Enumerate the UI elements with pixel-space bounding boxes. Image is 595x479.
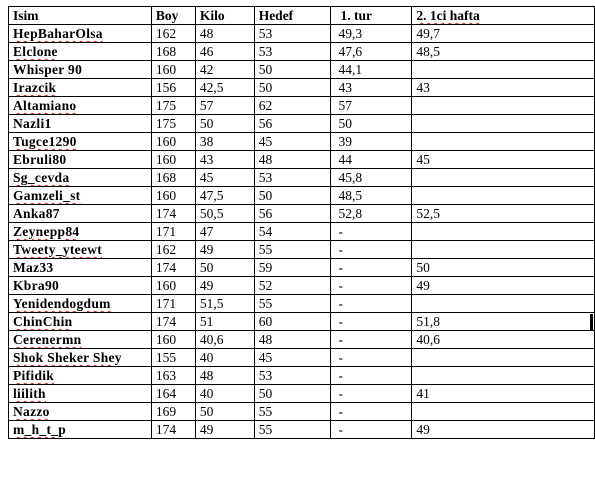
cell-hafta bbox=[412, 295, 595, 313]
cell-isim bbox=[9, 43, 152, 61]
cell-hedef: 52 bbox=[254, 277, 330, 295]
cell-hafta bbox=[412, 97, 595, 115]
table-row bbox=[9, 259, 595, 277]
cell-hedef: 56 bbox=[254, 115, 330, 133]
cell-tur: 47,6 bbox=[330, 43, 412, 61]
table-row bbox=[9, 187, 595, 205]
cell-hafta: 49,7 bbox=[412, 25, 595, 43]
table-row bbox=[9, 133, 595, 151]
cell-kilo: 47 bbox=[195, 223, 254, 241]
cell-hedef: 45 bbox=[254, 349, 330, 367]
table-row bbox=[9, 25, 595, 43]
cell-hafta bbox=[412, 223, 595, 241]
cell-hedef: 55 bbox=[254, 295, 330, 313]
cell-boy: 171 bbox=[151, 223, 195, 241]
cell-hafta: 48,5 bbox=[412, 43, 595, 61]
cell-isim bbox=[9, 295, 152, 313]
cell-isim bbox=[9, 133, 152, 151]
cell-boy: 171 bbox=[151, 295, 195, 313]
username-text: Maz33 bbox=[13, 260, 54, 275]
cell-hafta: 52,5 bbox=[412, 205, 595, 223]
cell-boy: 162 bbox=[151, 25, 195, 43]
cell-hafta bbox=[412, 367, 595, 385]
cell-kilo: 43 bbox=[195, 151, 254, 169]
cell-kilo: 57 bbox=[195, 97, 254, 115]
table-row bbox=[9, 61, 595, 79]
cell-hafta bbox=[412, 169, 595, 187]
table-row bbox=[9, 385, 595, 403]
username-text: Shok Sheker Shey bbox=[13, 350, 122, 365]
table-row bbox=[9, 277, 595, 295]
cell-tur: 49,3 bbox=[330, 25, 412, 43]
username-text: Kbra90 bbox=[13, 278, 60, 293]
table-row bbox=[9, 349, 595, 367]
cell-hafta: 49 bbox=[412, 277, 595, 295]
cell-boy: 162 bbox=[151, 241, 195, 259]
cell-kilo: 49 bbox=[195, 421, 254, 439]
cell-isim bbox=[9, 241, 152, 259]
cell-boy: 174 bbox=[151, 205, 195, 223]
cell-boy: 160 bbox=[151, 133, 195, 151]
cell-hedef: 60 bbox=[254, 313, 330, 331]
header-1-tur bbox=[330, 7, 412, 25]
table-row bbox=[9, 331, 595, 349]
cell-isim bbox=[9, 61, 152, 79]
table-row bbox=[9, 223, 595, 241]
cell-kilo: 40,6 bbox=[195, 331, 254, 349]
cell-boy: 160 bbox=[151, 277, 195, 295]
username-text: Ebruli80 bbox=[13, 152, 67, 167]
cell-boy: 174 bbox=[151, 259, 195, 277]
username-text: Whisper 90 bbox=[13, 62, 83, 77]
cell-hedef: 50 bbox=[254, 187, 330, 205]
cell-boy: 160 bbox=[151, 187, 195, 205]
cell-tur: - bbox=[330, 241, 412, 259]
cell-isim bbox=[9, 259, 152, 277]
table-row bbox=[9, 205, 595, 223]
cell-hafta bbox=[412, 349, 595, 367]
cell-kilo: 42,5 bbox=[195, 79, 254, 97]
cell-hafta bbox=[412, 241, 595, 259]
cell-tur: - bbox=[330, 331, 412, 349]
header-2-hafta bbox=[412, 7, 595, 25]
cell-isim bbox=[9, 97, 152, 115]
cell-hedef: 53 bbox=[254, 367, 330, 385]
cell-hedef: 50 bbox=[254, 61, 330, 79]
cell-isim bbox=[9, 331, 152, 349]
username-text: Zeynepp84 bbox=[13, 224, 80, 239]
cell-kilo: 47,5 bbox=[195, 187, 254, 205]
cell-hedef: 56 bbox=[254, 205, 330, 223]
cell-hafta: 40,6 bbox=[412, 331, 595, 349]
username-text: Irazcik bbox=[13, 80, 57, 95]
cell-tur: - bbox=[330, 223, 412, 241]
cell-kilo: 49 bbox=[195, 241, 254, 259]
cell-hafta bbox=[412, 115, 595, 133]
cell-tur: - bbox=[330, 277, 412, 295]
cell-kilo: 51,5 bbox=[195, 295, 254, 313]
username-text: Elclone bbox=[13, 44, 58, 59]
cell-boy: 160 bbox=[151, 151, 195, 169]
cell-boy: 168 bbox=[151, 43, 195, 61]
username-text: Cerenermn bbox=[13, 332, 82, 347]
header-1-tur-text: 1. tur bbox=[340, 8, 373, 23]
username-text: Tugce1290 bbox=[13, 134, 77, 149]
username-text: ChinChin bbox=[13, 314, 73, 329]
cell-isim bbox=[9, 223, 152, 241]
cell-hedef: 55 bbox=[254, 421, 330, 439]
cell-boy: 169 bbox=[151, 403, 195, 421]
cell-kilo: 48 bbox=[195, 25, 254, 43]
header-kilo: Kilo bbox=[195, 7, 254, 25]
cell-hedef: 53 bbox=[254, 43, 330, 61]
cell-tur: - bbox=[330, 421, 412, 439]
username-text: HepBaharOlsa bbox=[13, 26, 103, 41]
cell-hedef: 48 bbox=[254, 331, 330, 349]
cell-isim bbox=[9, 151, 152, 169]
username-text: Yenidendogdum bbox=[13, 296, 111, 311]
cell-boy: 175 bbox=[151, 115, 195, 133]
cell-hedef: 55 bbox=[254, 403, 330, 421]
cell-isim bbox=[9, 349, 152, 367]
header-hedef: Hedef bbox=[254, 7, 330, 25]
cell-kilo: 49 bbox=[195, 277, 254, 295]
cell-hafta bbox=[412, 403, 595, 421]
table-body bbox=[9, 7, 595, 439]
cell-isim bbox=[9, 205, 152, 223]
cell-boy: 160 bbox=[151, 331, 195, 349]
cell-hedef: 62 bbox=[254, 97, 330, 115]
weight-tracking-table bbox=[8, 6, 595, 439]
cell-isim bbox=[9, 403, 152, 421]
cell-boy: 164 bbox=[151, 385, 195, 403]
cell-boy: 156 bbox=[151, 79, 195, 97]
cell-kilo: 51 bbox=[195, 313, 254, 331]
cell-hafta: 49 bbox=[412, 421, 595, 439]
table-row bbox=[9, 367, 595, 385]
header-isim: Isim bbox=[9, 7, 152, 25]
table-row bbox=[9, 79, 595, 97]
cell-isim bbox=[9, 385, 152, 403]
cell-tur: 45,8 bbox=[330, 169, 412, 187]
cell-boy: 155 bbox=[151, 349, 195, 367]
username-text: Nazli1 bbox=[13, 116, 52, 131]
cell-kilo: 46 bbox=[195, 43, 254, 61]
cell-tur: - bbox=[330, 313, 412, 331]
cell-tur: 39 bbox=[330, 133, 412, 151]
cell-kilo: 50 bbox=[195, 403, 254, 421]
table-row bbox=[9, 313, 595, 331]
cell-isim bbox=[9, 277, 152, 295]
header-2-hafta-text: 2. 1ci hafta bbox=[416, 8, 480, 23]
table-row bbox=[9, 97, 595, 115]
cell-isim bbox=[9, 25, 152, 43]
cell-hedef: 55 bbox=[254, 241, 330, 259]
username-text: Gamzeli_st bbox=[13, 188, 81, 203]
username-text: Pifidik bbox=[13, 368, 55, 383]
cell-boy: 168 bbox=[151, 169, 195, 187]
cell-tur: - bbox=[330, 259, 412, 277]
cell-hafta: 41 bbox=[412, 385, 595, 403]
table-row bbox=[9, 403, 595, 421]
cell-tur: 57 bbox=[330, 97, 412, 115]
cell-hafta: 45 bbox=[412, 151, 595, 169]
cell-hedef: 50 bbox=[254, 79, 330, 97]
cell-tur: 50 bbox=[330, 115, 412, 133]
cell-hedef: 59 bbox=[254, 259, 330, 277]
cell-hedef: 50 bbox=[254, 385, 330, 403]
cell-kilo: 40 bbox=[195, 349, 254, 367]
cell-isim bbox=[9, 367, 152, 385]
cell-hafta: 43 bbox=[412, 79, 595, 97]
username-text: Sg_cevda bbox=[13, 170, 70, 185]
cell-hafta: 51,8 bbox=[412, 313, 595, 331]
cell-hedef: 53 bbox=[254, 25, 330, 43]
table-row bbox=[9, 295, 595, 313]
cell-kilo: 40 bbox=[195, 385, 254, 403]
cell-isim bbox=[9, 169, 152, 187]
cell-tur: 52,8 bbox=[330, 205, 412, 223]
cell-boy: 174 bbox=[151, 421, 195, 439]
cell-boy: 174 bbox=[151, 313, 195, 331]
cell-hedef: 53 bbox=[254, 169, 330, 187]
cell-hafta bbox=[412, 187, 595, 205]
table-row bbox=[9, 151, 595, 169]
cell-hafta: 50 bbox=[412, 259, 595, 277]
cell-isim bbox=[9, 421, 152, 439]
cell-tur: - bbox=[330, 385, 412, 403]
username-text: Tweety_yteewt bbox=[13, 242, 103, 257]
cell-kilo: 45 bbox=[195, 169, 254, 187]
cell-tur: - bbox=[330, 295, 412, 313]
cell-tur: 43 bbox=[330, 79, 412, 97]
cell-kilo: 50,5 bbox=[195, 205, 254, 223]
table-row bbox=[9, 241, 595, 259]
username-text: m_h_t_p bbox=[13, 422, 67, 437]
table-row bbox=[9, 115, 595, 133]
username-text: Nazzo bbox=[13, 404, 50, 419]
cell-boy: 175 bbox=[151, 97, 195, 115]
header-row bbox=[9, 7, 595, 25]
cell-isim bbox=[9, 313, 152, 331]
cell-kilo: 38 bbox=[195, 133, 254, 151]
table-row bbox=[9, 169, 595, 187]
page-edge-marker bbox=[590, 314, 593, 330]
cell-tur: 44,1 bbox=[330, 61, 412, 79]
username-text: liilith bbox=[13, 386, 46, 401]
document-sheet bbox=[8, 6, 595, 439]
cell-isim bbox=[9, 187, 152, 205]
cell-isim bbox=[9, 79, 152, 97]
cell-tur: - bbox=[330, 349, 412, 367]
cell-boy: 160 bbox=[151, 61, 195, 79]
cell-kilo: 42 bbox=[195, 61, 254, 79]
cell-isim bbox=[9, 115, 152, 133]
cell-hafta bbox=[412, 133, 595, 151]
cell-hafta bbox=[412, 61, 595, 79]
username-text: Anka87 bbox=[13, 206, 60, 221]
table-row bbox=[9, 421, 595, 439]
cell-kilo: 48 bbox=[195, 367, 254, 385]
cell-hedef: 54 bbox=[254, 223, 330, 241]
cell-boy: 163 bbox=[151, 367, 195, 385]
cell-hedef: 45 bbox=[254, 133, 330, 151]
cell-tur: - bbox=[330, 403, 412, 421]
cell-kilo: 50 bbox=[195, 115, 254, 133]
cell-tur: - bbox=[330, 367, 412, 385]
table-row bbox=[9, 43, 595, 61]
cell-tur: 48,5 bbox=[330, 187, 412, 205]
cell-kilo: 50 bbox=[195, 259, 254, 277]
header-boy: Boy bbox=[151, 7, 195, 25]
cell-hedef: 48 bbox=[254, 151, 330, 169]
username-text: Altamiano bbox=[13, 98, 77, 113]
cell-tur: 44 bbox=[330, 151, 412, 169]
